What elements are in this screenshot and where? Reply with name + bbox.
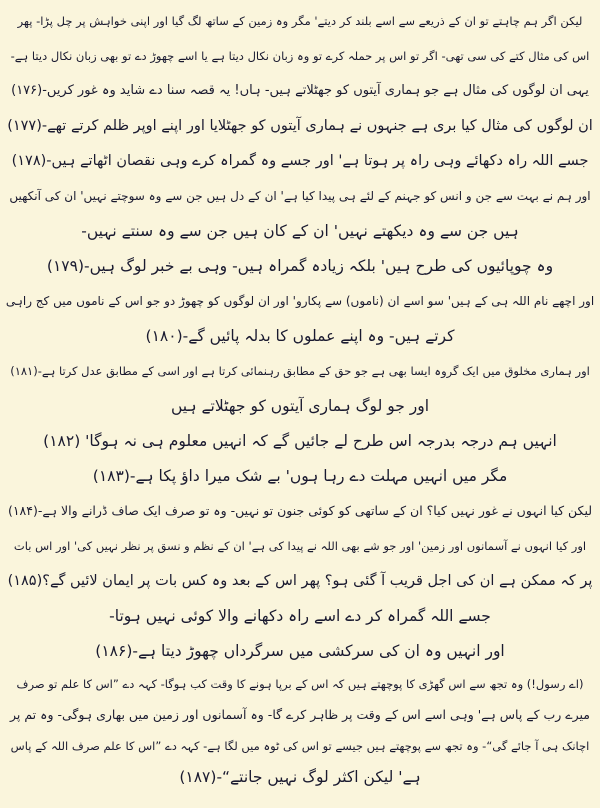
- text-line-4-verse-177: ان لوگوں کی مثال کیا بری ہے جنہوں نے ہماری آیتوں کو جھٹلایا اور اپنے اوپر ظلم کرتے تھے-(۱۷۷): [7, 117, 593, 134]
- text-line-3-verse-176: یہی ان لوگوں کی مثال ہے جو ہماری آیتوں کو جھٹلاتے ہیں- ہاں! یہ قصہ سنا دے شاید وہ غور کریں-(۱۷۶): [11, 83, 589, 98]
- text-line-11-verse-181: اور ہماری مخلوق میں ایک گروہ ایسا بھی ہے جو حق کے مطابق رہنمائی کرتا ہے اور اسی کے مطابق عدل کرتا ہے-(۱۸۱): [10, 363, 590, 378]
- text-line-15-verse-184: لیکن کیا انہوں نے غور نہیں کیا؟ ان کے ساتھی کو کوئی جنون تو نہیں- وہ تو صرف ایک صاف ڈرانے والا ہے-(۱۸۴): [7, 503, 593, 518]
- text-line-21: میرے رب کے پاس ہے' وہی اسے اس کے وقت پر ظاہر کرے گا- وہ آسمانوں اور زمین میں بھاری ہوگی- وہ تم پر: [10, 707, 590, 722]
- text-line-5-verse-178: جسے اللہ راہ دکھائے وہی راہ پر ہوتا ہے' اور جسے وہ گمراہ کرے وہی نقصان اٹھاتے ہیں-(۱۷۸): [11, 152, 589, 169]
- text-line-18: جسے اللہ گمراہ کر دے اسے راہ دکھانے والا کوئی نہیں ہوتا-: [109, 606, 491, 625]
- text-line-12: اور جو لوگ ہماری آیتوں کو جھٹلاتے ہیں: [170, 396, 430, 415]
- text-line-17-verse-185: پر کہ ممکن ہے ان کی اجل قریب آ گئی ہو؟ پھر اس کے بعد وہ کس بات پر ایمان لائیں گے؟(۱۸۵): [7, 572, 593, 589]
- text-line-19-verse-186: اور انہیں وہ ان کی سرکشی میں سرگرداں چھوڑ دیتا ہے-(۱۸۶): [95, 641, 505, 660]
- text-line-22: اچانک ہی آ جائے گی“- وہ تجھ سے پوچھتے ہیں جیسے تو اس کی ٹوہ میں لگا ہے- کہہ دے ”اس کا علم صرف اللہ کے پاس: [10, 738, 590, 753]
- text-line-7: ہیں جن سے وہ دیکھتے نہیں' ان کے کان ہیں جن سے وہ سنتے نہیں-: [81, 221, 519, 240]
- text-line-2: اس کی مثال کتے کی سی تھی- اگر تو اس پر حملہ کرے تو وہ زبان نکال دیتا ہے یا اسے چھوڑ دے تو بھی زبان نکال دیتا ہے-: [10, 48, 590, 63]
- text-line-20: (اے رسول!) وہ تجھ سے اس گھڑی کا پوچھتے ہیں کہ اس کے برپا ہونے کا وقت کب ہوگا- کہہ دے ”اس کا علم تو صرف: [16, 676, 584, 691]
- text-line-6: اور ہم نے بہت سے جن و انس کو جہنم کے لئے ہی پیدا کیا ہے' ان کے دل ہیں جن سے وہ سوچتے نہیں' ان کی آنکھیں: [9, 188, 591, 203]
- text-line-1: لیکن اگر ہم چاہتے تو ان کے ذریعے سے اسے بلند کر دیتے' مگر وہ زمین کے ساتھ لگ گیا اور اپنی خواہش پر چل پڑا- پھر: [17, 13, 583, 28]
- text-line-16: اور کیا انہوں نے آسمانوں اور زمین' اور جو شے بھی اللہ نے پیدا کی ہے' ان کے نظم و نسق پر نظر نہیں کی' اور اس بات: [13, 538, 587, 553]
- text-line-8-verse-179: وہ چوپائیوں کی طرح ہیں' بلکہ زیادہ گمراہ ہیں- وہی بے خبر لوگ ہیں-(۱۷۹): [46, 256, 554, 275]
- text-line-9: اور اچھے نام اللہ ہی کے ہیں' سو اسے ان (ناموں) سے پکارو' اور ان لوگوں کو چھوڑ دو جو اس کے ناموں میں کج راہی: [5, 293, 595, 308]
- text-line-13-verse-182: انہیں ہم درجہ بدرجہ اس طرح لے جائیں گے کہ انہیں معلوم ہی نہ ہوگا' (۱۸۲): [43, 431, 557, 450]
- text-line-23-verse-187: ہے' لیکن اکثر لوگ نہیں جانتے“-(۱۸۷): [179, 767, 421, 786]
- text-line-14-verse-183: مگر میں انہیں مہلت دے رہا ہوں' بے شک میرا داؤ پکا ہے-(۱۸۳): [92, 466, 508, 485]
- text-line-10-verse-180: کرتے ہیں- وہ اپنے عملوں کا بدلہ پائیں گے-(۱۸۰): [145, 326, 455, 345]
